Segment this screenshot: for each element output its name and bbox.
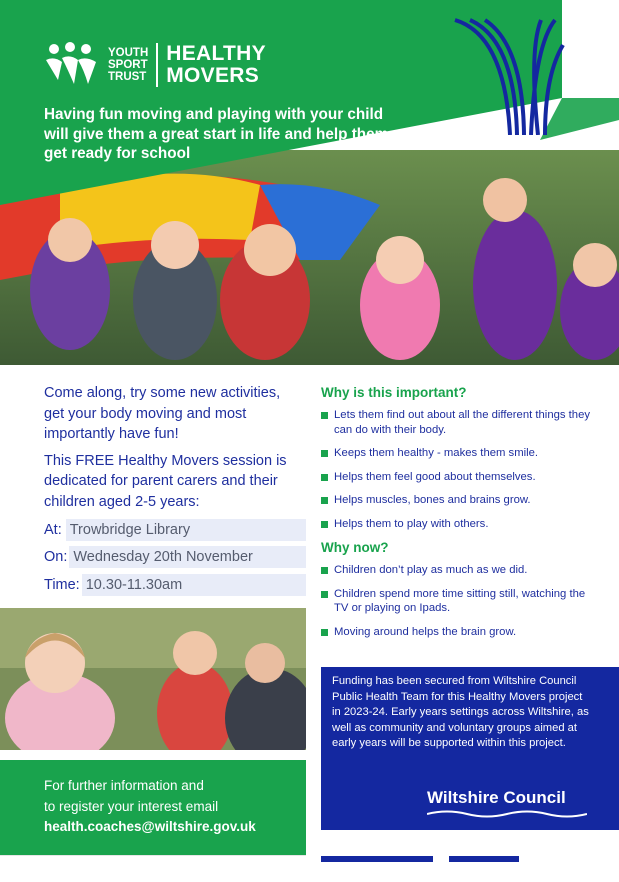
logo-line: YOUTH bbox=[108, 47, 149, 59]
bullet-icon bbox=[321, 591, 328, 598]
intro-text bbox=[44, 383, 304, 518]
arches-graphic bbox=[445, 15, 565, 135]
list-item-text: Helps them to play with others. bbox=[334, 517, 489, 530]
wave-icon bbox=[427, 809, 587, 819]
hero bbox=[0, 0, 619, 365]
why-important-heading: Why is this important? bbox=[321, 385, 467, 400]
logo bbox=[44, 40, 266, 90]
date-field bbox=[44, 546, 306, 568]
bullet-icon bbox=[321, 521, 328, 528]
date-value[interactable]: Wednesday 20th November bbox=[69, 546, 306, 568]
headline: Having fun moving and playing with your child will give them a great start in life and help them get ready for school bbox=[44, 106, 389, 162]
list-item-text: Children spend more time sitting still, watching the TV or playing on Ipads. bbox=[334, 587, 586, 614]
contact-line: to register your interest email bbox=[44, 798, 219, 814]
youth-sport-trust-logo-icon bbox=[44, 40, 104, 90]
brand-line: HEALTHY bbox=[166, 42, 266, 65]
list-item bbox=[321, 446, 601, 461]
list-item-text: Lets them find out about all the different things they can do with their body. bbox=[334, 409, 591, 436]
funding-panel bbox=[321, 667, 619, 830]
field-label: Time: bbox=[44, 577, 80, 593]
why-important-list bbox=[321, 408, 601, 531]
bullet-icon bbox=[321, 474, 328, 481]
brand-line: MOVERS bbox=[166, 64, 260, 87]
list-item-text: Helps them feel good about themselves. bbox=[334, 470, 536, 483]
why-now-heading: Why now? bbox=[321, 540, 389, 555]
logo-divider bbox=[156, 43, 158, 87]
funding-text: Funding has been secured from Wiltshire Council Public Health Team for this Healthy Movers project in 2023-24. Early years settings across Wiltshire, as well as community and voluntary groups aimed at early years will be supported within this project. bbox=[332, 675, 589, 749]
info-column bbox=[321, 385, 601, 648]
bullet-icon bbox=[321, 567, 328, 574]
contact-email-link[interactable]: health.coaches@wiltshire.gov.uk bbox=[44, 819, 256, 834]
intro-paragraph: Come along, try some new activities, get your body moving and most importantly have fun! bbox=[44, 385, 281, 442]
list-item bbox=[321, 517, 601, 532]
location-field bbox=[44, 519, 306, 541]
list-item bbox=[321, 625, 601, 640]
bullet-icon bbox=[321, 412, 328, 419]
contact-text bbox=[44, 776, 256, 838]
contact-panel bbox=[0, 760, 306, 860]
field-label: At: bbox=[44, 522, 62, 538]
bullet-icon bbox=[321, 629, 328, 636]
time-field bbox=[44, 574, 306, 596]
why-now-list bbox=[321, 563, 601, 639]
kids-photo bbox=[0, 608, 306, 750]
list-item bbox=[321, 563, 601, 578]
decorative-line bbox=[0, 855, 306, 862]
bullet-icon bbox=[321, 497, 328, 504]
time-value[interactable]: 10.30-11.30am bbox=[82, 574, 306, 596]
decorative-line bbox=[321, 856, 433, 862]
logo-line: TRUST bbox=[108, 71, 147, 83]
list-item bbox=[321, 408, 601, 437]
kids-photo-image bbox=[0, 608, 306, 750]
field-label: On: bbox=[44, 549, 68, 565]
list-item-text: Children don’t play as much as we did. bbox=[334, 564, 528, 576]
list-item-text: Keeps them healthy - makes them smile. bbox=[334, 447, 539, 459]
healthy-movers-wordmark bbox=[166, 43, 266, 87]
wiltshire-council-logo: Wiltshire Council bbox=[427, 788, 566, 807]
bullet-icon bbox=[321, 450, 328, 457]
contact-line: For further information and bbox=[44, 778, 204, 793]
list-item-text: Helps muscles, bones and brains grow. bbox=[334, 494, 531, 506]
list-item bbox=[321, 493, 601, 508]
list-item bbox=[321, 587, 601, 616]
location-value[interactable]: Trowbridge Library bbox=[66, 519, 306, 541]
decorative-line bbox=[449, 856, 519, 862]
intro-paragraph: This FREE Healthy Movers session is dedicated for parent carers and their children aged 2-5 years: bbox=[44, 452, 287, 510]
youth-sport-trust-wordmark bbox=[108, 47, 148, 83]
list-item bbox=[321, 470, 601, 485]
list-item-text: Moving around helps the brain grow. bbox=[334, 625, 517, 638]
logo-line: SPORT bbox=[108, 59, 148, 71]
